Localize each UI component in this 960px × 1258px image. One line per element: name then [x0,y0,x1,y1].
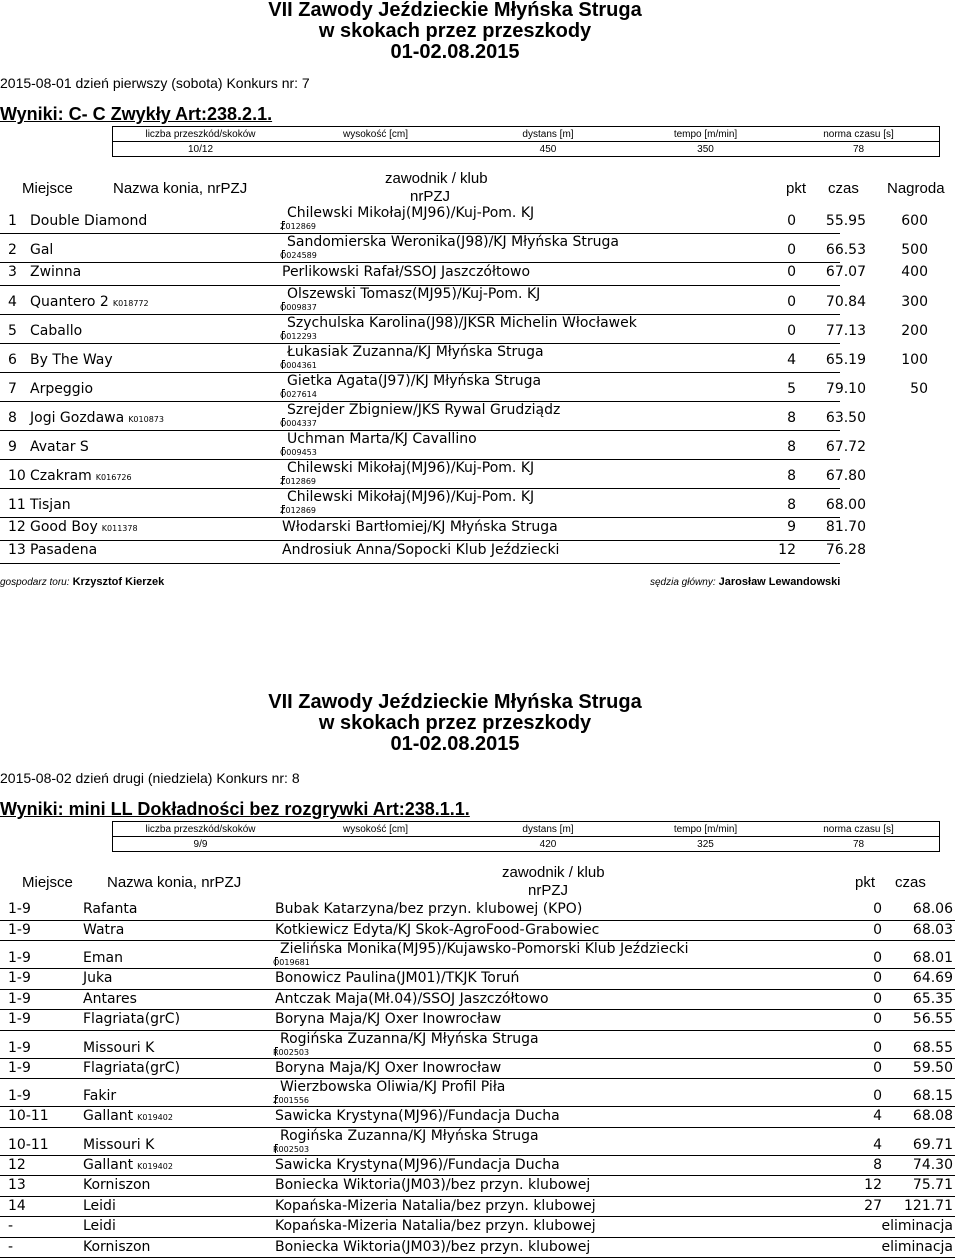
pkt-cell: 27 [864,1198,882,1214]
pkt-cell: 9 [787,519,796,535]
czas-cell: 68.55 [913,1040,953,1056]
header-zawodnik: zawodnik / klub [502,864,605,881]
rider-club: Uchman Marta/KJ Cavallino [287,431,477,447]
rider-bracket [275,1095,278,1104]
horse-name: Caballo [30,323,82,339]
rider-club: Androsiuk Anna/Sopocki Klub Jeździecki [282,542,559,558]
footer-host-name: Krzysztof Kierzek [73,576,165,588]
params-value: 450 [463,142,633,157]
result-row [0,1217,960,1238]
result-row [0,489,960,518]
horse-name: Flagriata(grC) [83,1011,180,1027]
place-cell: 2 [8,242,17,258]
rider-code: Z012869 [280,477,316,486]
prize-cell: 500 [901,242,928,258]
horse-name: Juka [83,970,112,986]
rider-bracket [282,331,285,340]
horse-name: Jogi Gozdawa [30,410,124,426]
result-row [0,263,960,286]
czas-cell: 68.00 [826,497,866,513]
params-header: wysokość [cm] [288,822,463,837]
horse-code: K016726 [96,473,132,482]
rider-club: Chilewski Mikołaj(MJ96)/Kuj-Pom. KJ [287,460,534,476]
rider-club: Kopańska-Mizeria Natalia/bez przyn. klubowej [275,1198,596,1214]
place-cell: 1 [8,213,17,229]
horse-name: Tisjan [30,497,71,513]
horse-name: Czakram [30,468,92,484]
rider-bracket [282,505,285,514]
rider-club: Wierzbowska Oliwia/KJ Profil Piła [280,1079,505,1095]
rider-bracket [282,302,285,311]
pkt-cell: 0 [787,294,796,310]
result-row [0,205,960,234]
place-cell: 12 [8,1157,26,1173]
pkt-cell: 8 [787,468,796,484]
place-cell: 1-9 [8,950,31,966]
result-row [0,315,960,344]
rider-bracket [282,447,285,456]
horse-code: K011378 [102,524,138,533]
czas-cell: 75.71 [913,1177,953,1193]
czas-cell: 55.95 [826,213,866,229]
result-row [0,1079,960,1107]
pkt-cell: 0 [873,1011,882,1027]
horse-name: Korniszon [83,1239,150,1255]
rider-code: O024589 [280,251,317,260]
header-miejsce: Miejsce [22,874,73,891]
event1-footer-host [0,576,164,588]
result-row [0,518,960,541]
params-header-row [113,822,940,837]
event2-title [250,692,660,755]
params-header: liczba przeszkód/skoków [113,822,289,837]
header-zawodnik: zawodnik / klub [385,170,488,187]
params-value: 10/12 [113,142,289,157]
rider-bracket [282,360,285,369]
pkt-cell: 12 [778,542,796,558]
rider-club: Kopańska-Mizeria Natalia/bez przyn. klubowej [275,1218,596,1234]
horse-name: Pasadena [30,542,97,558]
pkt-cell: 12 [864,1177,882,1193]
place-cell: 1-9 [8,1040,31,1056]
horse-name: Gallant [83,1157,133,1173]
horse-cell [83,1157,173,1173]
params-value-row [113,837,940,852]
rider-bracket [275,1144,278,1153]
rider-club: Bubak Katarzyna/bez przyn. klubowej (KPO) [275,901,582,917]
event1-title-line3: 01-02.08.2015 [250,42,660,63]
horse-name: Korniszon [83,1177,150,1193]
place-cell: - [8,1218,13,1234]
result-row [0,1107,960,1128]
place-cell: - [8,1239,13,1255]
result-row [0,541,960,564]
params-header: liczba przeszkód/skoków [113,127,289,142]
pkt-cell: 4 [787,352,796,368]
pkt-cell: 0 [873,950,882,966]
czas-cell: 68.01 [913,950,953,966]
horse-name: Fakir [83,1088,116,1104]
czas-cell: 68.06 [913,901,953,917]
header-pkt: pkt [786,180,806,197]
rider-code: O004361 [280,361,317,370]
rider-club: Szrejder Zbigniew/JKS Rywal Grudziądz [287,402,560,418]
place-cell: 12 [8,519,26,535]
czas-cell: 79.10 [826,381,866,397]
horse-name: By The Way [30,352,113,368]
rider-club: Kotkiewicz Edyta/KJ Skok-AgroFood-Grabowiec [275,922,599,938]
prize-cell: 400 [901,264,928,280]
czas-cell: 77.13 [826,323,866,339]
horse-name: Eman [83,950,123,966]
pkt-cell: 4 [873,1137,882,1153]
place-cell: 5 [8,323,17,339]
horse-name: Missouri K [83,1040,154,1056]
pkt-cell: 0 [787,264,796,280]
rider-club: Włodarski Bartłomiej/KJ Młyńska Struga [282,519,558,535]
result-row [0,234,960,263]
result-row [0,969,960,990]
params-value: 420 [463,837,633,852]
horse-cell [30,519,138,535]
result-row [0,1176,960,1197]
horse-name: Arpeggio [30,381,93,397]
czas-cell: 70.84 [826,294,866,310]
rider-bracket [282,476,285,485]
czas-cell: 64.69 [913,970,953,986]
rider-club: Rogińska Zuzanna/KJ Młyńska Struga [280,1128,539,1144]
params-header: dystans [m] [463,127,633,142]
pkt-cell: 0 [787,213,796,229]
horse-name: Quantero 2 [30,294,109,310]
horse-cell [83,1108,173,1124]
header-nrpzj: nrPZJ [528,882,568,899]
place-cell: 14 [8,1198,26,1214]
horse-name: Gal [30,242,53,258]
rider-club: Boryna Maja/KJ Oxer Inowrocław [275,1060,501,1076]
prize-cell: 600 [901,213,928,229]
event1-title [250,0,660,63]
rider-code: O012293 [280,332,317,341]
place-cell: 10 [8,468,26,484]
params-header: norma czasu [s] [778,822,940,837]
pkt-cell: 0 [873,922,882,938]
pkt-cell: 0 [787,242,796,258]
place-cell: 10-11 [8,1137,49,1153]
place-cell: 1-9 [8,970,31,986]
event2-day-line: 2015-08-02 dzień drugi (niedziela) Konkurs nr: 8 [0,770,300,786]
event2-title-line3: 01-02.08.2015 [250,734,660,755]
rider-bracket [282,221,285,230]
czas-cell: 68.08 [913,1108,953,1124]
czas-cell: eliminacja [881,1218,953,1234]
czas-cell: 56.55 [913,1011,953,1027]
footer-judge-name: Jarosław Lewandowski [719,576,841,588]
prize-cell: 300 [901,294,928,310]
rider-code: O027614 [280,390,317,399]
horse-name: Gallant [83,1108,133,1124]
horse-code: K019402 [137,1113,173,1122]
result-row [0,1059,960,1080]
params-header-row [113,127,940,142]
rider-club: Sandomierska Weronika(J98)/KJ Młyńska Struga [287,234,619,250]
rider-bracket [282,250,285,259]
place-cell: 1-9 [8,922,31,938]
row-rule [0,563,840,564]
place-cell: 10-11 [8,1108,49,1124]
rider-code: O009837 [280,303,317,312]
place-cell: 1-9 [8,1060,31,1076]
result-row [0,431,960,460]
horse-name: Leidi [83,1218,116,1234]
event1-day-line: 2015-08-01 dzień pierwszy (sobota) Konkurs nr: 7 [0,75,310,91]
pkt-cell: 0 [873,970,882,986]
params-value: 78 [778,837,940,852]
place-cell: 8 [8,410,17,426]
rider-code: Z001556 [273,1096,309,1105]
result-row [0,460,960,489]
result-row [0,286,960,315]
czas-cell: 65.35 [913,991,953,1007]
params-value: 325 [633,837,778,852]
prize-cell: 200 [901,323,928,339]
rider-bracket [275,1047,278,1056]
result-row [0,344,960,373]
pkt-cell: 0 [873,901,882,917]
place-cell: 11 [8,497,26,513]
place-cell: 13 [8,542,26,558]
horse-name: Watra [83,922,124,938]
place-cell: 4 [8,294,17,310]
rider-code: O009453 [280,448,317,457]
horse-name: Avatar S [30,439,89,455]
rider-club: Gietka Agata(J97)/KJ Młyńska Struga [287,373,541,389]
event1-title-line2: w skokach przez przeszkody [250,21,660,42]
horse-name: Leidi [83,1198,116,1214]
rider-club: Boniecka Wiktoria(JM03)/bez przyn. klubowej [275,1177,590,1193]
horse-code: K018772 [113,299,149,308]
header-czas: czas [895,874,926,891]
czas-cell: 67.72 [826,439,866,455]
rider-code: Z012869 [280,506,316,515]
horse-name: Rafanta [83,901,137,917]
rider-club: Perlikowski Rafał/SSOJ Jaszczółtowo [282,264,530,280]
horse-name: Missouri K [83,1137,154,1153]
header-nazwa: Nazwa konia, nrPZJ [113,180,247,197]
pkt-cell: 0 [873,1088,882,1104]
horse-name: Zwinna [30,264,81,280]
header-czas: czas [828,180,859,197]
horse-name: Flagriata(grC) [83,1060,180,1076]
event1-title-line1: VII Zawody Jeździeckie Młyńska Struga [250,0,660,21]
header-miejsce: Miejsce [22,180,73,197]
czas-cell: 69.71 [913,1137,953,1153]
pkt-cell: 5 [787,381,796,397]
params-header: norma czasu [s] [778,127,940,142]
result-row [0,941,960,969]
pkt-cell: 8 [787,497,796,513]
czas-cell: 65.19 [826,352,866,368]
rider-code: O004337 [280,419,317,428]
event2-params-table [112,821,940,852]
horse-name: Double Diamond [30,213,147,229]
rider-club: Sawicka Krystyna(MJ96)/Fundacja Ducha [275,1108,560,1124]
place-cell: 1-9 [8,991,31,1007]
czas-cell: 59.50 [913,1060,953,1076]
horse-name: Antares [83,991,137,1007]
event2-results-title: Wyniki: mini LL Dokładności bez rozgrywki Art:238.1.1. [0,799,470,820]
footer-judge-label: sędzia główny: [650,577,716,588]
params-value-row [113,142,940,157]
rider-club: Łukasiak Zuzanna/KJ Młyńska Struga [287,344,544,360]
place-cell: 9 [8,439,17,455]
pkt-cell: 0 [787,323,796,339]
params-header: tempo [m/min] [633,822,778,837]
czas-cell: 68.15 [913,1088,953,1104]
result-row [0,1197,960,1218]
result-row [0,900,960,921]
czas-cell: 66.53 [826,242,866,258]
prize-cell: 100 [901,352,928,368]
result-row [0,373,960,402]
czas-cell: 74.30 [913,1157,953,1173]
horse-code: K010873 [128,415,164,424]
result-row [0,402,960,431]
pkt-cell: 8 [787,410,796,426]
params-value: 78 [778,142,940,157]
horse-name: Good Boy [30,519,98,535]
rider-club: Szychulska Karolina(J98)/JKSR Michelin Włocławek [287,315,637,331]
params-value: 350 [633,142,778,157]
czas-cell: 67.80 [826,468,866,484]
rider-club: Chilewski Mikołaj(MJ96)/Kuj-Pom. KJ [287,489,534,505]
event1-params-table [112,126,940,157]
event1-footer-judge [650,576,840,588]
czas-cell: eliminacja [881,1239,953,1255]
rider-bracket [275,957,278,966]
pkt-cell: 8 [873,1157,882,1173]
prize-cell: 50 [910,381,928,397]
result-row [0,1031,960,1059]
rider-club: Boniecka Wiktoria(JM03)/bez przyn. klubowej [275,1239,590,1255]
params-header: wysokość [cm] [288,127,463,142]
horse-code: K019402 [137,1162,173,1171]
rider-club: Rogińska Zuzanna/KJ Młyńska Struga [280,1031,539,1047]
horse-cell [30,294,149,310]
params-header: tempo [m/min] [633,127,778,142]
event2-title-line2: w skokach przez przeszkody [250,713,660,734]
horse-cell [30,410,164,426]
czas-cell: 81.70 [826,519,866,535]
place-cell: 7 [8,381,17,397]
rider-club: Zielińska Monika(MJ95)/Kujawsko-Pomorski Klub Jeździecki [280,941,689,957]
rider-club: Sawicka Krystyna(MJ96)/Fundacja Ducha [275,1157,560,1173]
params-value [288,837,463,852]
header-nagroda: Nagroda [887,180,945,197]
result-row [0,1128,960,1156]
place-cell: 13 [8,1177,26,1193]
place-cell: 6 [8,352,17,368]
czas-cell: 121.71 [904,1198,953,1214]
rider-code: Z012869 [280,222,316,231]
result-row [0,1238,960,1258]
horse-cell [30,468,132,484]
pkt-cell: 0 [873,991,882,1007]
pkt-cell: 0 [873,1040,882,1056]
result-row [0,1156,960,1177]
rider-code: R002503 [273,1145,309,1154]
header-nrpzj: nrPZJ [410,188,450,205]
event2-title-line1: VII Zawody Jeździeckie Młyńska Struga [250,692,660,713]
footer-host-label: gospodarz toru: [0,577,70,588]
rider-code: R002503 [273,1048,309,1057]
params-header: dystans [m] [463,822,633,837]
pkt-cell: 4 [873,1108,882,1124]
result-row [0,1010,960,1031]
place-cell: 1-9 [8,1088,31,1104]
header-nazwa: Nazwa konia, nrPZJ [107,874,241,891]
pkt-cell: 0 [873,1060,882,1076]
place-cell: 3 [8,264,17,280]
czas-cell: 76.28 [826,542,866,558]
params-value: 9/9 [113,837,289,852]
rider-club: Olszewski Tomasz(MJ95)/Kuj-Pom. KJ [287,286,540,302]
rider-club: Chilewski Mikołaj(MJ96)/Kuj-Pom. KJ [287,205,534,221]
params-value [288,142,463,157]
header-pkt: pkt [855,874,875,891]
rider-code: O019681 [273,958,310,967]
rider-bracket [282,418,285,427]
result-row [0,990,960,1011]
czas-cell: 63.50 [826,410,866,426]
result-row [0,921,960,942]
czas-cell: 68.03 [913,922,953,938]
rider-club: Bonowicz Paulina(JM01)/TKJK Toruń [275,970,519,986]
event1-results-title: Wyniki: C- C Zwykły Art:238.2.1. [0,104,272,125]
rider-club: Antczak Maja(Mł.04)/SSOJ Jaszczółtowo [275,991,549,1007]
czas-cell: 67.07 [826,264,866,280]
place-cell: 1-9 [8,901,31,917]
rider-club: Boryna Maja/KJ Oxer Inowrocław [275,1011,501,1027]
pkt-cell: 8 [787,439,796,455]
rider-bracket [282,389,285,398]
place-cell: 1-9 [8,1011,31,1027]
